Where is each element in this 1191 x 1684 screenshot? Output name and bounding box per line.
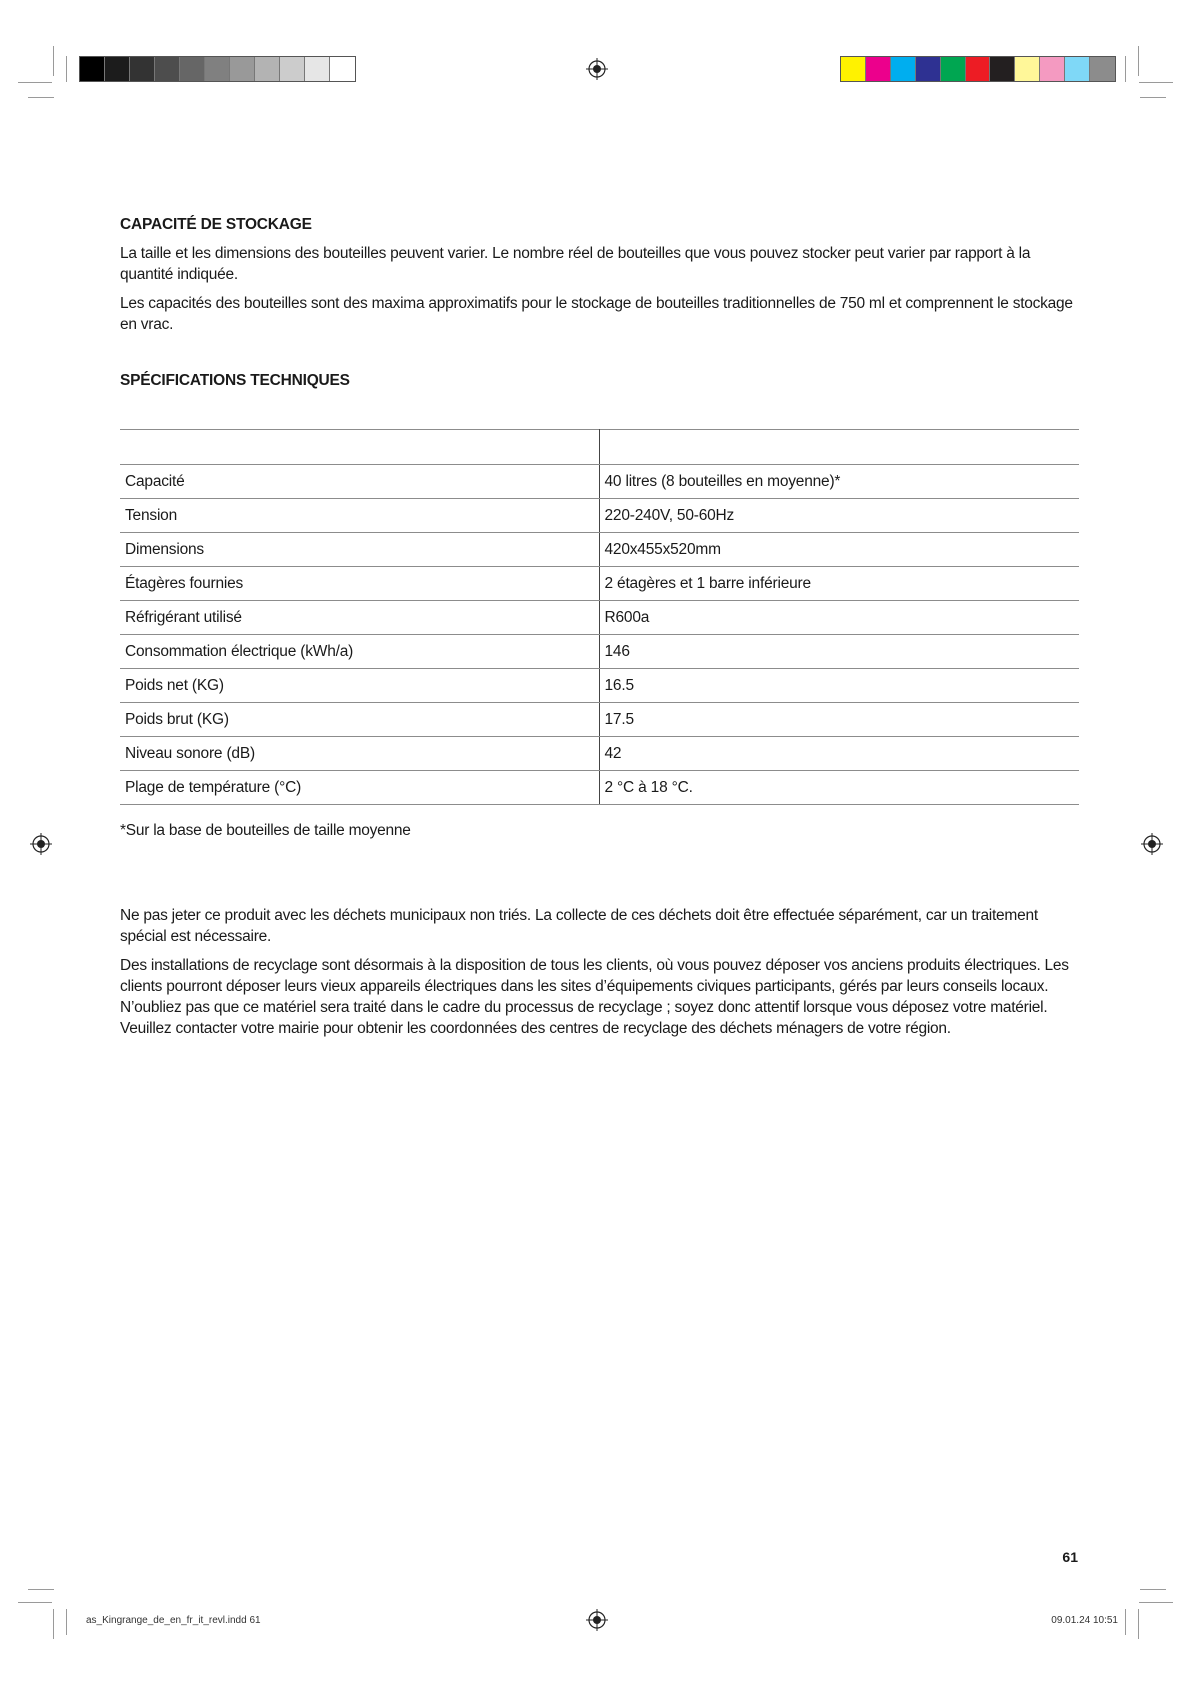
color-swatch: [941, 57, 966, 81]
table-row: [120, 499, 1079, 533]
gray-swatch: [130, 57, 155, 81]
gray-swatch: [105, 57, 130, 81]
specs-table: [120, 429, 1079, 805]
color-swatch: [891, 57, 916, 81]
spec-value: 42: [599, 737, 1079, 771]
table-row: [120, 669, 1079, 703]
specs-header-cell-2: [599, 430, 1079, 465]
spec-value: 17.5: [599, 703, 1079, 737]
storage-paragraph-1: La taille et les dimensions des bouteilles peuvent varier. Le nombre réel de bouteilles que vous pouvez stocker peut varier par rapport à la quantité indiquée.: [120, 245, 1031, 283]
registration-mark-icon: [30, 833, 52, 855]
table-row: [120, 465, 1079, 499]
gray-swatch: [255, 57, 280, 81]
table-row: [120, 567, 1079, 601]
gray-swatch: [155, 57, 180, 81]
spec-label: Étagères fournies: [120, 567, 599, 601]
registration-mark-icon: [586, 1609, 608, 1631]
specs-heading: SPÉCIFICATIONS TECHNIQUES: [120, 372, 350, 389]
spec-value: 40 litres (8 bouteilles en moyenne)*: [599, 465, 1079, 499]
specs-header-row: [120, 430, 1079, 465]
spec-value: 2 °C à 18 °C.: [599, 771, 1079, 805]
gray-swatch: [205, 57, 230, 81]
color-swatch: [1040, 57, 1065, 81]
table-row: [120, 737, 1079, 771]
spec-value: 16.5: [599, 669, 1079, 703]
table-row: [120, 771, 1079, 805]
spec-value: R600a: [599, 601, 1079, 635]
footer-filename: as_Kingrange_de_en_fr_it_revl.indd 61: [86, 1615, 261, 1626]
spec-value: 220-240V, 50-60Hz: [599, 499, 1079, 533]
grayscale-swatch-bar: [79, 56, 356, 82]
spec-label: Poids net (KG): [120, 669, 599, 703]
spec-label: Poids brut (KG): [120, 703, 599, 737]
color-swatch: [990, 57, 1015, 81]
color-swatch: [1065, 57, 1090, 81]
footer-date: 09.01.24 10:51: [1051, 1615, 1118, 1626]
spec-label: Dimensions: [120, 533, 599, 567]
table-row: [120, 635, 1079, 669]
registration-mark-icon: [586, 58, 608, 80]
spec-label: Réfrigérant utilisé: [120, 601, 599, 635]
color-swatch: [841, 57, 866, 81]
gray-swatch: [80, 57, 105, 81]
gray-swatch: [330, 57, 355, 81]
color-swatch-bar: [840, 56, 1116, 82]
color-swatch: [1015, 57, 1040, 81]
color-swatch: [1090, 57, 1115, 81]
disposal-paragraph-1: Ne pas jeter ce produit avec les déchets municipaux non triés. La collecte de ces déchets doit être effectuée séparément, car un traitement spécial est nécessaire.: [120, 907, 1038, 945]
color-swatch: [966, 57, 991, 81]
table-row: [120, 533, 1079, 567]
color-swatch: [866, 57, 891, 81]
specs-header-cell-1: [120, 430, 599, 465]
disposal-paragraph-2: Des installations de recyclage sont désormais à la disposition de tous les clients, où vous pouvez déposer vos anciens produits électriques. Les clients pourront déposer leurs vieux appareils électriques dans les sites d’équipements civiques participants, gérés par leurs conseils locaux. N’oubliez pas que ce matériel sera traité dans le cadre du processus de recyclage ; soyez donc attentif lorsque vous déposez votre matériel. Veuillez contacter votre mairie pour obtenir les coordonnées des centres de recyclage des déchets ménagers de votre région.: [120, 957, 1069, 1037]
spec-label: Plage de température (°C): [120, 771, 599, 805]
table-row: [120, 601, 1079, 635]
spec-label: Niveau sonore (dB): [120, 737, 599, 771]
spec-label: Consommation électrique (kWh/a): [120, 635, 599, 669]
color-swatch: [916, 57, 941, 81]
storage-heading: CAPACITÉ DE STOCKAGE: [120, 216, 312, 233]
gray-swatch: [230, 57, 255, 81]
storage-paragraph-2: Les capacités des bouteilles sont des maxima approximatifs pour le stockage de bouteilles traditionnelles de 750 ml et comprennent le stockage en vrac.: [120, 295, 1073, 333]
specs-footnote: *Sur la base de bouteilles de taille moyenne: [120, 822, 411, 839]
page-number: 61: [1062, 1549, 1078, 1565]
gray-swatch: [280, 57, 305, 81]
spec-value: 420x455x520mm: [599, 533, 1079, 567]
registration-mark-icon: [1141, 833, 1163, 855]
spec-value: 146: [599, 635, 1079, 669]
spec-value: 2 étagères et 1 barre inférieure: [599, 567, 1079, 601]
gray-swatch: [180, 57, 205, 81]
table-row: [120, 703, 1079, 737]
spec-label: Capacité: [120, 465, 599, 499]
gray-swatch: [305, 57, 330, 81]
spec-label: Tension: [120, 499, 599, 533]
